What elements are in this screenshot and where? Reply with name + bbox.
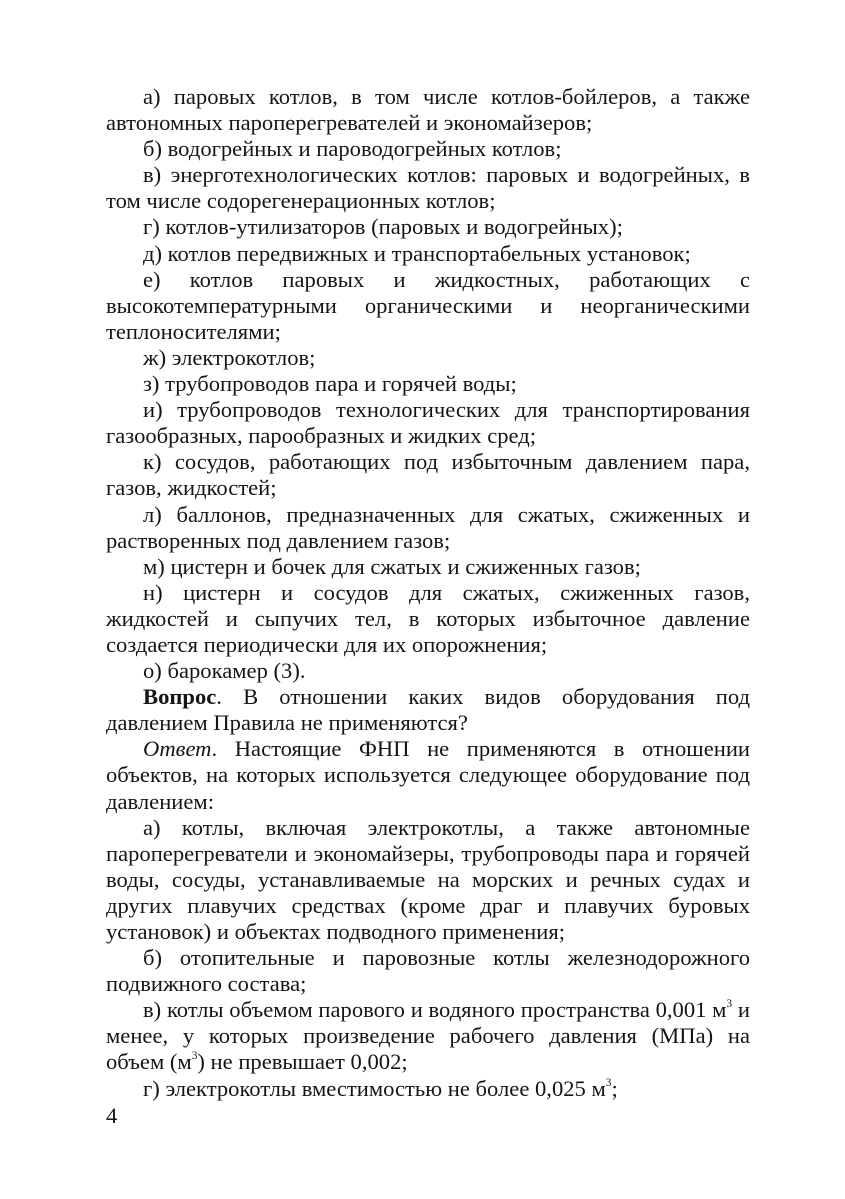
list-item: н) цистерн и сосудов для сжатых, сжиженных газов, жидкостей и сыпучих тел, в которых избыточное давление создается периодически для их опорожнения; xyxy=(106,579,750,657)
list-item: о) барокамер (3). xyxy=(143,658,306,684)
answer-list-item: б) отопительные и паровозные котлы железнодорожного подвижного состава; xyxy=(106,945,750,997)
question-text: . В отношении каких видов оборудования под давлением Правила не применяются? xyxy=(106,684,750,736)
list-item: л) баллонов, предназначенных для сжатых, сжиженных и растворенных под давлением газов; xyxy=(106,501,750,553)
superscript-3: 3 xyxy=(605,1076,612,1089)
list-item: в) энерготехнологических котлов: паровых и водогрейных, в том числе содорегенерационных котлов; xyxy=(106,162,750,214)
list-item: ж) электрокотлов; xyxy=(143,344,316,370)
superscript-3: 3 xyxy=(191,1050,198,1063)
list-item: е) котлов паровых и жидкостных, работающих с высокотемпературными органическими и неорганическими теплоносителями; xyxy=(106,266,750,344)
list-item: и) трубопроводов технологических для транспортирования газообразных, парообразных и жидких сред; xyxy=(106,397,750,449)
list-item: д) котлов передвижных и транспортабельных установок; xyxy=(143,240,691,266)
answer-text: . Настоящие ФНП не применяются в отношении объектов, на которых используется следующее оборудование под давлением: xyxy=(106,736,750,814)
answer-list-item: г) электрокотлы вместимостью не более 0,025 $м^3$; xyxy=(143,1075,618,1101)
answer-paragraph xyxy=(106,736,750,814)
page-text xyxy=(106,84,750,1102)
list-item: к) сосудов, работающих под избыточным давлением пара, газов, жидкостей; xyxy=(106,449,750,501)
answer-list-item: а) котлы, включая электрокотлы, а также автономные пароперегреватели и экономайзеры, трубопроводы пара и горячей воды, сосуды, устанавливаемые на морских и речных судах и других плавучих средствах (кроме драг и плавучих буровых установок) и объектах подводного применения; xyxy=(106,814,750,944)
answer-list-item: в) котлы объемом парового и водяного пространства 0,001 $м^3$ и менее, у которых произведение рабочего давления (МПа) на объем $(м^3)$ не превышает 0,002; xyxy=(106,997,750,1075)
page-number: 4 xyxy=(106,1103,118,1128)
list-item: а) паровых котлов, в том числе котлов-бойлеров, а также автономных пароперегревателей и экономайзеров; xyxy=(106,84,750,136)
question-paragraph xyxy=(106,684,750,736)
list-item: г) котлов-утилизаторов (паровых и водогрейных); xyxy=(143,214,623,240)
list-item: з) трубопроводов пара и горячей воды; xyxy=(143,371,517,397)
superscript-3: 3 xyxy=(726,998,733,1011)
list-item: м) цистерн и бочек для сжатых и сжиженных газов; xyxy=(143,553,641,579)
question-label: Вопрос xyxy=(143,684,217,710)
list-item: б) водогрейных и пароводогрейных котлов; xyxy=(143,136,562,162)
answer-label: Ответ xyxy=(143,736,212,762)
